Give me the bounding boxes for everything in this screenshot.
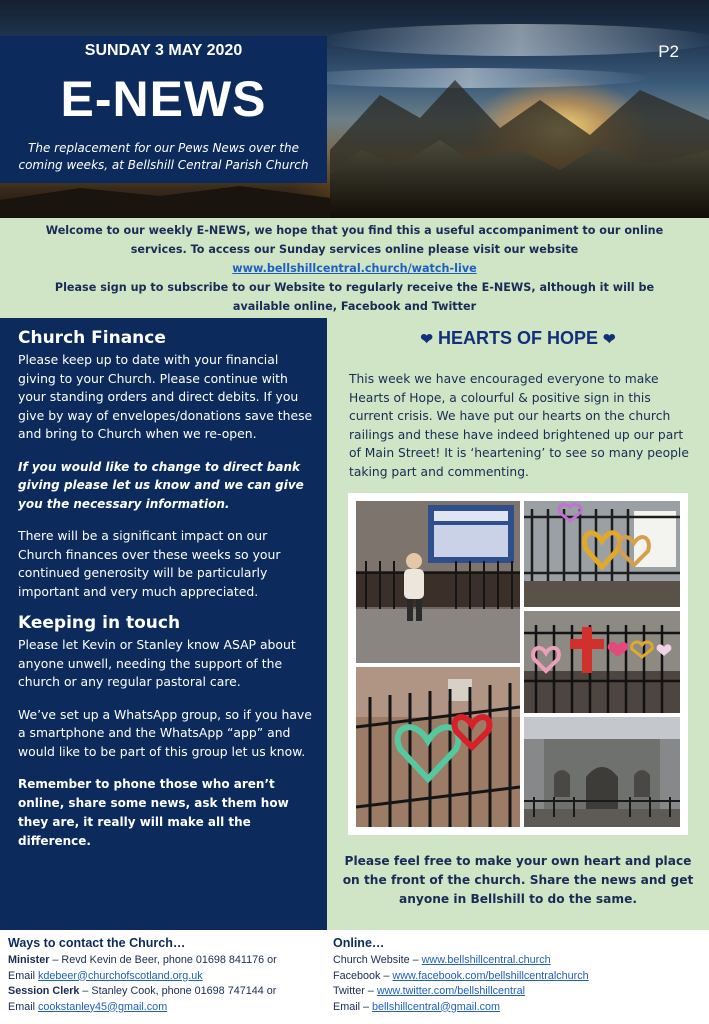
facebook-line xyxy=(333,969,703,985)
clerk-line xyxy=(8,984,328,1000)
online-heading: Online… xyxy=(333,936,385,950)
left-column xyxy=(0,318,327,930)
facebook-label: Facebook – xyxy=(333,969,393,982)
photo-church-sign xyxy=(356,501,520,663)
email-prefix: Email xyxy=(8,969,38,982)
contact-section xyxy=(8,936,328,1015)
finance-heading: Church Finance xyxy=(18,328,166,348)
right-column xyxy=(327,318,709,930)
email-label: Email – xyxy=(333,1000,373,1013)
website-line xyxy=(333,953,703,969)
photo-heart-close-up xyxy=(356,667,520,827)
hearts-of-hope-footer: Please feel free to make your own heart and place on the front of the church. Share the news and get anyone in Bellshill to do the same. xyxy=(342,854,694,906)
finance-paragraph-3: There will be a significant impact on our Church finances over these weeks so your continued generosity will be particularly important and very much appreciated. xyxy=(18,528,281,599)
touch-paragraph-1: Please let Kevin or Stanley know ASAP about anyone unwell, needing the support of the church or any regular pastoral care. xyxy=(18,637,296,689)
hearts-of-hope-body: This week we have encouraged everyone to make Hearts of Hope, a colourful & positive sign in this current crisis. We have put our hearts on the church railings and these have indeed brightened up our part of Main Street! It is ‘heartening’ to see so many people taking part and commenting. xyxy=(349,372,689,479)
minister-email-line xyxy=(8,969,328,985)
heart-icon: ❤ xyxy=(603,331,616,348)
intro-line-3: Please sign up to subscribe to our Website to regularly receive the E-NEWS, although it will be xyxy=(54,281,655,294)
website-label: Church Website – xyxy=(333,954,422,966)
twitter-link[interactable]: www.twitter.com/bellshillcentral xyxy=(376,985,526,997)
email-prefix: Email xyxy=(8,1000,38,1013)
subtitle: The replacement for our Pews News over the coming weeks, at Bellshill Central Parish Church xyxy=(18,141,309,172)
email-line xyxy=(333,1000,703,1016)
intro-line-4: available online, Facebook and Twitter xyxy=(232,300,477,313)
finance-paragraph-2: If you would like to change to direct bank giving please let us know and we can give you the necessary information. xyxy=(18,459,304,511)
page-number: P2 xyxy=(658,42,679,61)
intro-line-2: services. To access our Sunday services online please visit our website xyxy=(130,243,579,256)
clerk-email-line xyxy=(8,1000,328,1016)
intro-band xyxy=(0,218,709,318)
minister-label: Minister xyxy=(8,954,50,966)
online-email-link[interactable]: bellshillcentral@gmail.com xyxy=(372,1000,500,1013)
watch-live-link[interactable]: www.bellshillcentral.church/watch-live xyxy=(232,262,477,275)
facebook-link[interactable]: www.facebook.com/bellshillcentralchurch xyxy=(392,969,589,982)
finance-paragraph-1: Please keep up to date with your financial giving to your Church. Please continue with your standing orders and direct debits. If you give by way of envelopes/donations save these and bring to Church when we re-open. xyxy=(18,352,313,441)
twitter-label: Twitter – xyxy=(333,985,377,997)
page-title: E-NEWS xyxy=(60,71,267,127)
hearts-of-hope-heading xyxy=(327,328,709,349)
issue-date: SUNDAY 3 MAY 2020 xyxy=(84,42,243,59)
touch-paragraph-3: Remember to phone those who aren’t online, share some news, ask them how they are, it really will make all the difference. xyxy=(18,777,289,848)
contact-footer xyxy=(0,930,709,1024)
title-box xyxy=(0,36,327,183)
photo-hearts-on-railings xyxy=(524,501,680,607)
clerk-label: Session Clerk xyxy=(8,985,80,997)
minister-text: – Revd Kevin de Beer, phone 01698 841176 or xyxy=(49,954,277,966)
minister-line xyxy=(8,953,328,969)
intro-line-1: Welcome to our weekly E-NEWS, we hope that you find this a useful accompaniment to our online xyxy=(45,224,664,237)
online-section xyxy=(333,936,703,1015)
header-banner-image xyxy=(0,0,709,218)
heart-icon: ❤ xyxy=(420,331,433,348)
contact-heading: Ways to contact the Church… xyxy=(8,936,186,950)
keeping-in-touch-heading: Keeping in touch xyxy=(18,613,181,633)
minister-email-link[interactable]: kdebeer@churchofscotland.org.uk xyxy=(38,969,203,982)
photo-church-front xyxy=(524,717,680,827)
website-link[interactable]: www.bellshillcentral.church xyxy=(421,954,551,966)
clerk-email-link[interactable]: cookstanley45@gmail.com xyxy=(38,1000,168,1013)
twitter-line xyxy=(333,984,703,1000)
clerk-text: – Stanley Cook, phone 01698 747144 or xyxy=(79,985,277,997)
photo-cross-and-hearts xyxy=(524,611,680,713)
touch-paragraph-2: We’ve set up a WhatsApp group, so if you have a smartphone and the WhatsApp “app” and would like to be part of this group let us know. xyxy=(18,706,312,759)
photo-collage xyxy=(348,493,688,835)
hearts-of-hope-title: HEARTS OF HOPE xyxy=(437,328,598,348)
